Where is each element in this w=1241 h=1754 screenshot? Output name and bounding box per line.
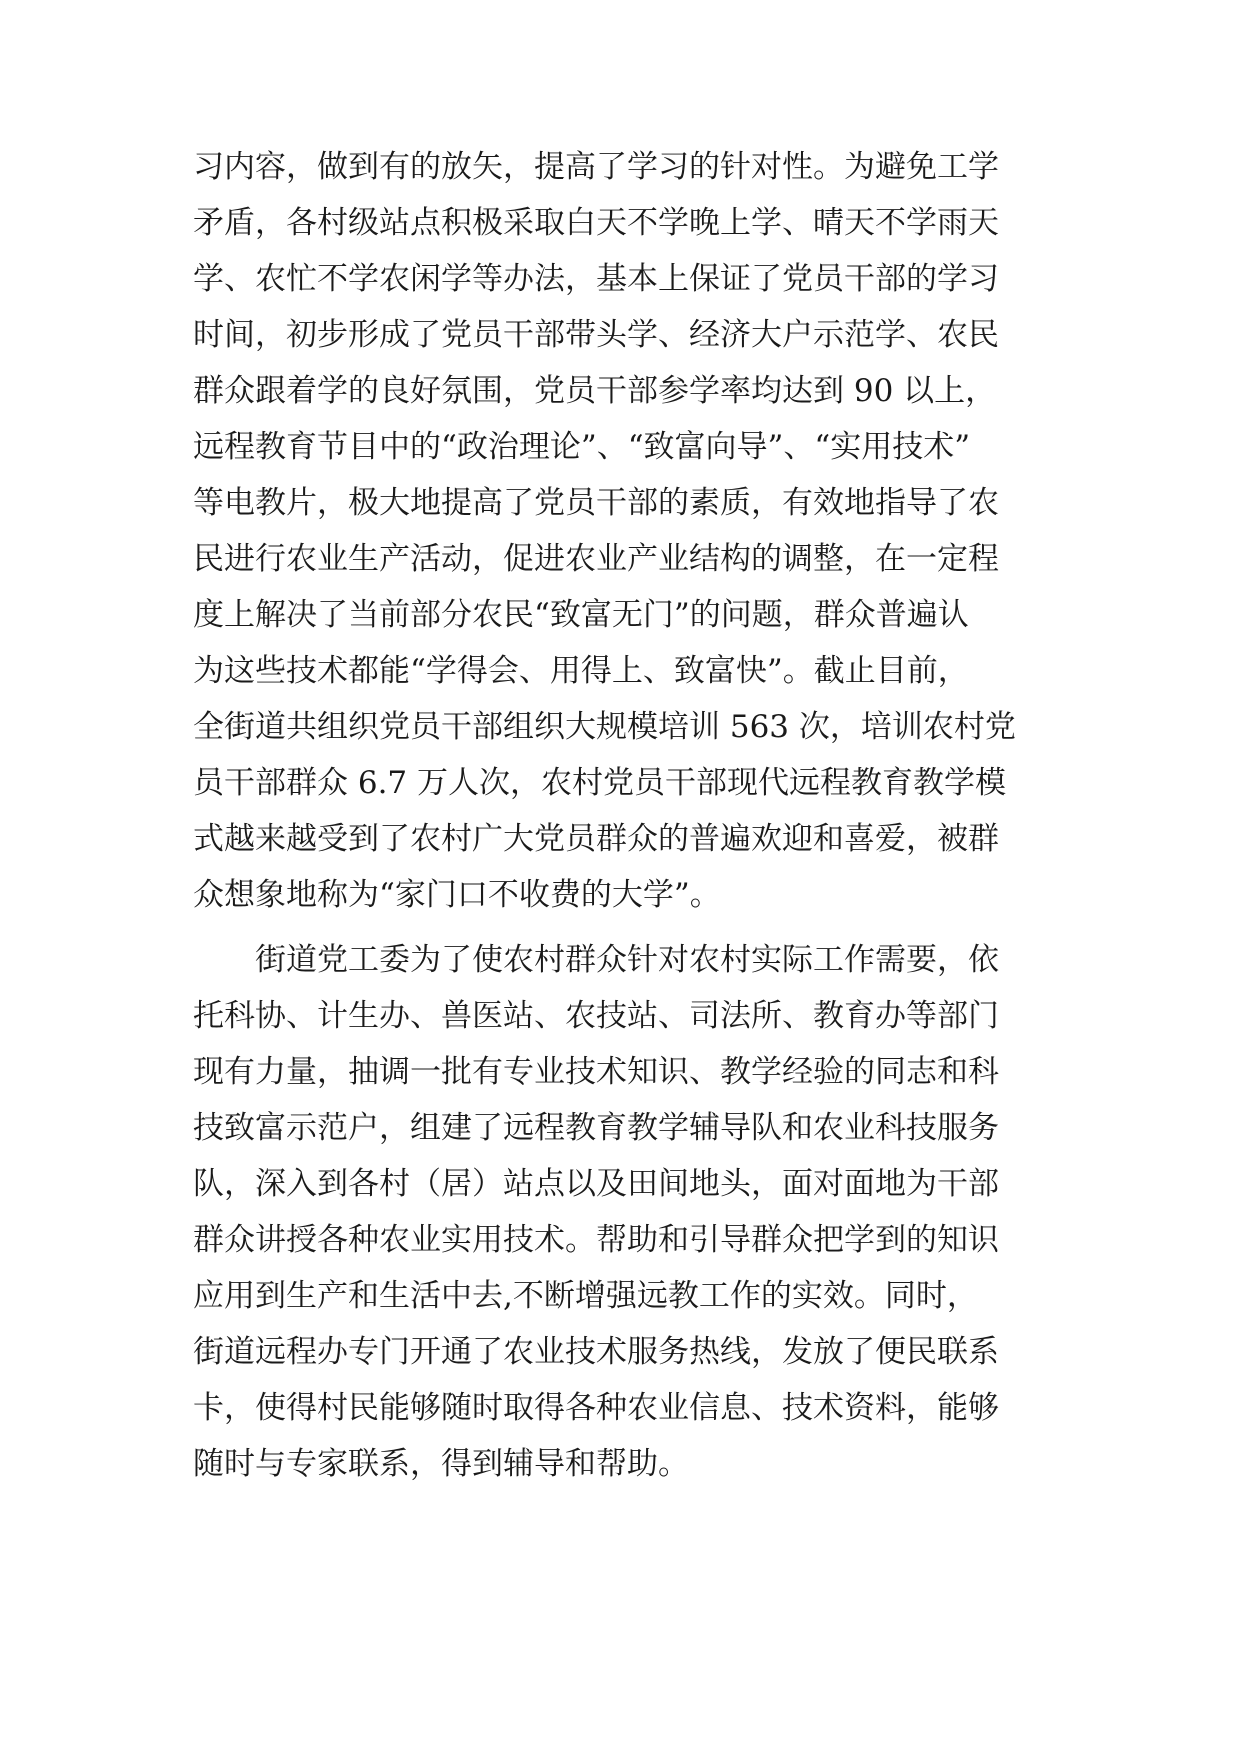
text-line: 度上解决了当前部分农民“致富无门”的问题，群众普遍认 (193, 597, 969, 633)
text-line: 群众跟着学的良好氛围，党员干部参学率均达到 90 以上， (193, 373, 997, 409)
text-line: 习内容，做到有的放矢，提高了学习的针对性。为避免工学 (193, 149, 999, 185)
text-line: 员干部群众 6.7 万人次，农村党员干部现代远程教育教学模 (193, 765, 1007, 801)
text-line: 时间，初步形成了党员干部带头学、经济大户示范学、农民 (193, 317, 999, 353)
text-line: 队，深入到各村（居）站点以及田间地头，面对面地为干部 (193, 1166, 999, 1202)
text-line: 卡，使得村民能够随时取得各种农业信息、技术资料，能够 (193, 1390, 999, 1426)
text-line: 式越来越受到了农村广大党员群众的普遍欢迎和喜爱，被群 (193, 821, 999, 857)
text-line: 矛盾，各村级站点积极采取白天不学晚上学、晴天不学雨天 (193, 205, 999, 241)
text-line: 等电教片，极大地提高了党员干部的素质，有效地指导了农 (193, 485, 999, 521)
text-line: 远程教育节目中的“政治理论”、“致富向导”、“实用技术” (193, 429, 971, 465)
paragraph-start-line: 街道党工委为了使农村群众针对农村实际工作需要，依 (255, 942, 999, 978)
text-line: 街道远程办专门开通了农业技术服务热线，发放了便民联系 (193, 1334, 999, 1370)
text-line: 应用到生产和生活中去,不断增强远教工作的实效。同时， (193, 1278, 978, 1314)
text-line: 技致富示范户，组建了远程教育教学辅导队和农业科技服务 (193, 1110, 999, 1146)
text-line: 托科协、计生办、兽医站、农技站、司法所、教育办等部门 (193, 998, 999, 1034)
text-line: 全街道共组织党员干部组织大规模培训 563 次，培训农村党 (193, 709, 1016, 745)
text-line: 随时与专家联系，得到辅导和帮助。 (193, 1446, 689, 1482)
text-line: 现有力量，抽调一批有专业技术知识、教学经验的同志和科 (193, 1054, 999, 1090)
text-line: 民进行农业生产活动，促进农业产业结构的调整，在一定程 (193, 541, 999, 577)
text-line: 众想象地称为“家门口不收费的大学”。 (193, 877, 721, 913)
text-line: 学、农忙不学农闲学等办法，基本上保证了党员干部的学习 (193, 261, 999, 297)
text-line: 为这些技术都能“学得会、用得上、致富快”。截止目前， (193, 653, 969, 689)
text-line: 群众讲授各种农业实用技术。帮助和引导群众把学到的知识 (193, 1222, 999, 1258)
